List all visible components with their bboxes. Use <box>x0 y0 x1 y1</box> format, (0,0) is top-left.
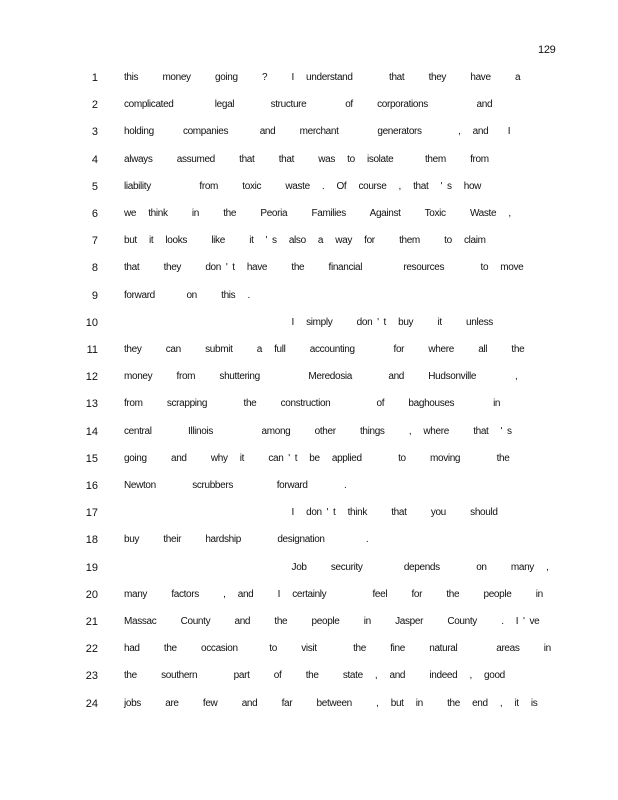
line-number: 7 <box>91 235 98 248</box>
transcript-line <box>0 344 618 358</box>
transcript-line <box>0 72 618 86</box>
line-number: 3 <box>91 126 98 139</box>
line-text: but it looks like it ' s also a way for them to claim <box>124 235 486 247</box>
line-text: holding companies and merchant generators , and I <box>124 126 511 138</box>
line-text: had the occasion to visit the fine natural areas in <box>124 643 551 655</box>
line-number: 10 <box>85 316 98 329</box>
line-text: I simply don ' t buy it unless <box>124 316 493 328</box>
transcript-line <box>0 453 618 467</box>
line-text: going and why it can ' t be applied to moving the <box>124 452 510 464</box>
line-number: 5 <box>91 180 98 193</box>
line-text: Job security depends on many , <box>124 561 549 573</box>
line-number: 22 <box>85 643 98 656</box>
transcript-line <box>0 99 618 113</box>
transcript-line <box>0 643 618 657</box>
transcript-line <box>0 398 618 412</box>
line-text: many factors , and I certainly feel for the people in <box>124 588 543 600</box>
line-number: 20 <box>85 588 98 601</box>
transcript-line <box>0 371 618 385</box>
line-number: 21 <box>85 616 98 628</box>
line-number: 17 <box>85 507 98 520</box>
transcript-line <box>0 698 618 712</box>
line-text: we think in the Peoria Families Against Toxic Waste , <box>124 208 511 219</box>
line-number: 16 <box>85 480 98 492</box>
line-text: this money going ? I understand that they have a <box>124 72 521 83</box>
line-text: central Illinois among other things , where that ' s <box>124 425 512 437</box>
line-text: money from shuttering Meredosia and Hudsonville , <box>124 371 518 383</box>
page-number: 129 <box>538 44 556 56</box>
line-number: 13 <box>85 398 98 411</box>
line-text: complicated legal structure of corporations and <box>124 99 493 111</box>
line-number: 4 <box>91 153 98 166</box>
line-text: from scrapping the construction of baghouses in <box>124 398 501 410</box>
transcript-line <box>0 670 618 684</box>
line-number: 12 <box>85 371 98 384</box>
line-number: 9 <box>91 289 98 302</box>
line-number: 18 <box>85 534 98 547</box>
line-number: 11 <box>86 344 98 356</box>
line-text: buy their hardship designation . <box>124 534 369 546</box>
line-number: 15 <box>85 452 98 465</box>
transcript-line <box>0 426 618 440</box>
transcript-line <box>0 235 618 249</box>
line-text: liability from toxic waste . Of course , that ' s how <box>124 180 482 192</box>
line-number: 1 <box>91 72 98 84</box>
transcript-line <box>0 126 618 140</box>
transcript-line <box>0 208 618 222</box>
line-text: they can submit a full accounting for where all the <box>124 344 525 355</box>
line-number: 14 <box>85 425 98 438</box>
transcript-line <box>0 181 618 195</box>
line-text: Massac County and the people in Jasper County . I ' ve <box>124 616 540 627</box>
line-number: 23 <box>85 670 98 683</box>
line-text: always assumed that that was to isolate them from <box>124 153 489 165</box>
transcript-line <box>0 534 618 548</box>
line-text: the southern part of the state , and indeed , good <box>124 670 505 682</box>
transcript-line <box>0 616 618 630</box>
line-number: 8 <box>91 262 98 275</box>
line-text: I don ' t think that you should <box>124 507 498 519</box>
line-number: 19 <box>85 561 98 574</box>
transcript-line <box>0 262 618 276</box>
transcript-line <box>0 154 618 168</box>
transcript-line <box>0 507 618 521</box>
line-text: that they don ' t have the financial resources to move <box>124 262 524 274</box>
line-text: jobs are few and far between , but in the end , it is <box>124 697 538 709</box>
line-number: 6 <box>91 208 98 220</box>
line-number: 24 <box>85 697 98 710</box>
transcript-line <box>0 317 618 331</box>
line-text: forward on this . <box>124 289 250 301</box>
line-number: 2 <box>91 99 98 112</box>
transcript-line <box>0 480 618 494</box>
transcript-line <box>0 589 618 603</box>
transcript-line <box>0 290 618 304</box>
line-text: Newton scrubbers forward . <box>124 480 347 491</box>
transcript-line <box>0 562 618 576</box>
